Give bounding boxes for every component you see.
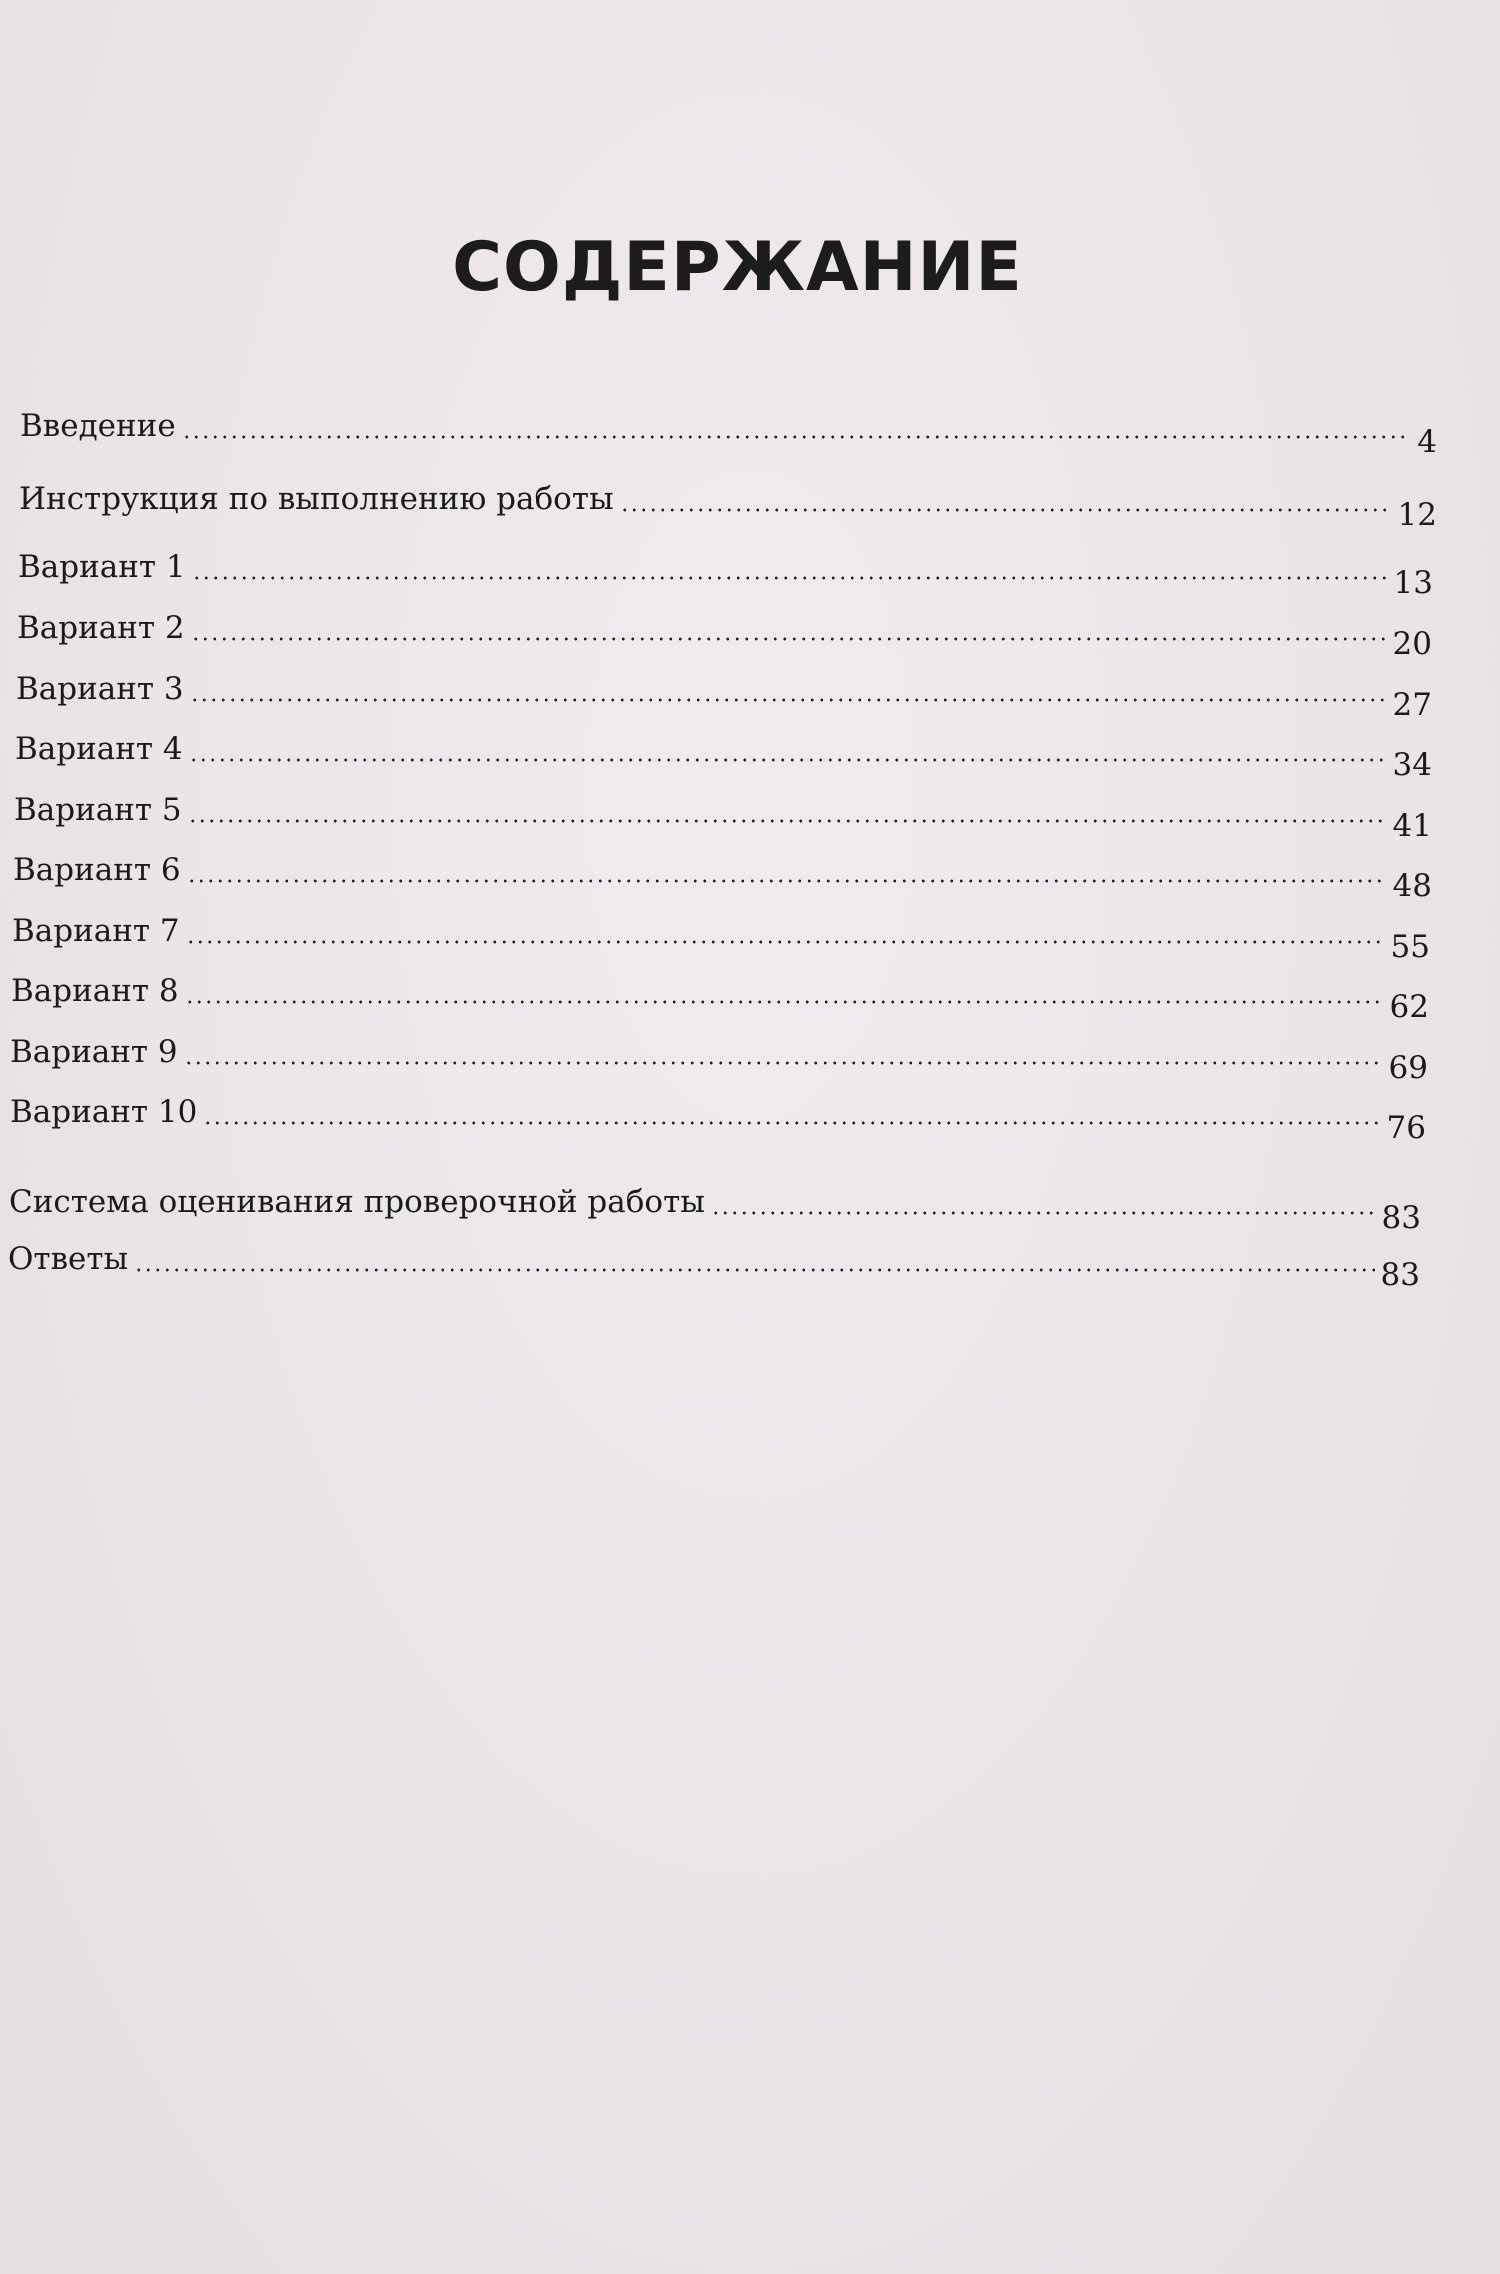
toc-leader-dots [182,435,1412,439]
toc-entry-variant-6 [13,852,1432,904]
toc-entry-page: 83 [1381,1200,1421,1236]
toc-entry-page: 55 [1390,929,1430,965]
toc-entry-label: Вариант 5 [14,792,182,828]
toc-entry-variant-8 [11,973,1429,1025]
toc-entry-variant-7 [12,913,1430,965]
toc-leader-dots [190,698,1387,702]
toc-leader-dots [203,1121,1380,1125]
toc-entry-variant-10 [10,1094,1426,1146]
toc-leader-dots [192,576,1388,580]
toc-entry-grading-system [9,1184,1421,1236]
toc-entry-label: Вариант 3 [16,671,184,707]
toc-leader-dots [187,879,1387,883]
toc-entry-label: Вариант 6 [13,852,181,888]
toc-entry-label: Вариант 7 [12,913,180,949]
toc-entry-instructions [19,481,1437,533]
toc-entry-label: Инструкция по выполнению работы [19,481,614,517]
toc-entry-label: Вариант 4 [15,731,183,767]
toc-leader-dots [191,637,1387,641]
toc-leader-dots [620,508,1392,512]
toc-entry-label: Вариант 2 [17,610,185,646]
page-title: СОДЕРЖАНИЕ [452,228,1023,307]
toc-entry-variant-2 [17,610,1432,662]
toc-entry-label: Вариант 8 [11,973,179,1009]
toc-leader-dots [188,819,1387,823]
toc-entry-page: 76 [1386,1110,1426,1146]
toc-leader-dots [185,1000,1384,1004]
toc-entry-variant-3 [16,671,1432,723]
toc-entry-label: Ответы [8,1241,129,1277]
toc-entry-page: 69 [1388,1050,1428,1086]
toc-entry-page: 20 [1392,626,1432,662]
toc-entry-page: 27 [1392,687,1432,723]
toc-entry-page: 41 [1392,808,1432,844]
toc-entry-label: Введение [20,408,176,444]
toc-leader-dots [134,1268,1374,1272]
toc-leader-dots [186,940,1385,944]
toc-leader-dots [711,1211,1376,1215]
toc-entry-label: Вариант 1 [18,549,186,585]
toc-entry-label: Вариант 10 [10,1094,198,1130]
toc-entry-variant-4 [15,731,1432,783]
toc-entry-label: Вариант 9 [10,1034,178,1070]
toc-leader-dots [189,758,1387,762]
toc-entry-variant-1 [18,549,1433,601]
toc-entry-page: 12 [1397,497,1437,533]
toc-entry-variant-5 [14,792,1432,844]
toc-leader-dots [184,1061,1383,1065]
toc-entry-page: 62 [1389,989,1429,1025]
toc-entry-page: 34 [1392,747,1432,783]
toc-entry-page: 48 [1392,868,1432,904]
toc-entry-label: Система оценивания проверочной работы [9,1184,705,1220]
toc-entry-page: 13 [1393,565,1433,601]
toc-entry-page: 4 [1417,424,1437,460]
toc-entry-page: 83 [1380,1257,1420,1293]
toc-entry-answers [8,1241,1420,1293]
toc-entry-variant-9 [10,1034,1428,1086]
toc-entry-introduction [20,408,1437,460]
